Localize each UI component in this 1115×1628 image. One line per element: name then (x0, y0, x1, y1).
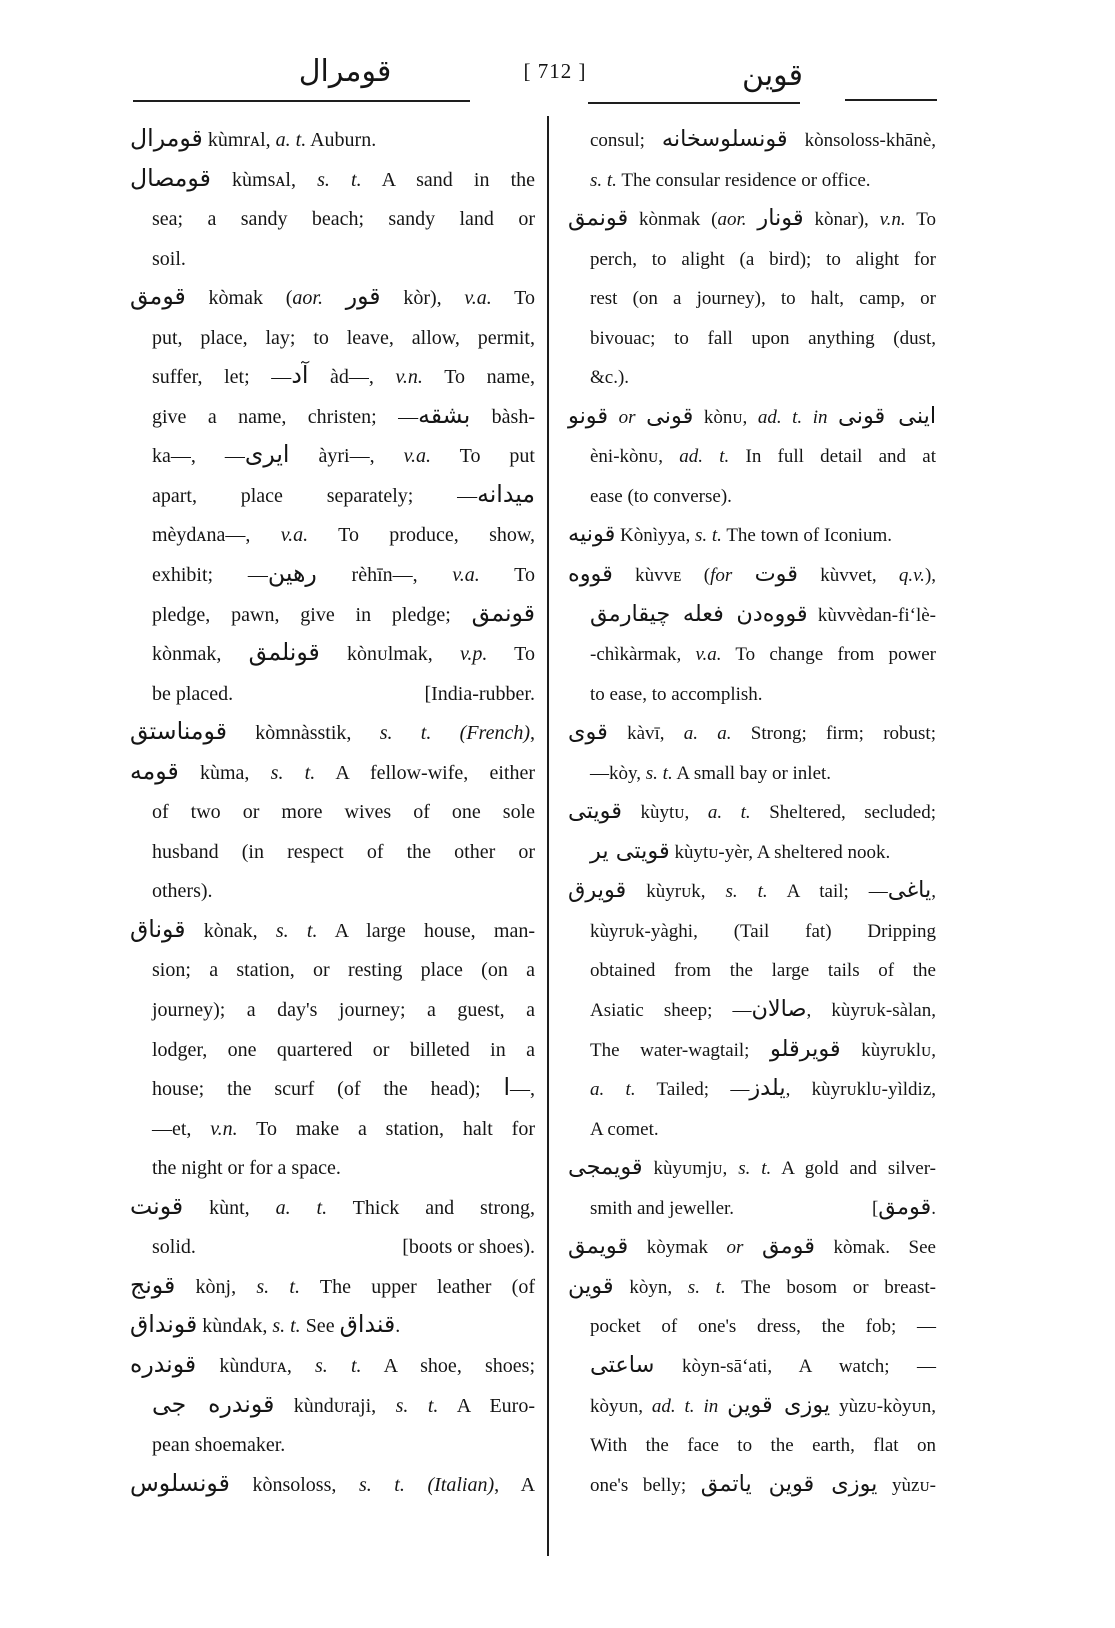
headword-line: قونسلوس kònsoloss, s. t. (Italian), A (130, 1468, 536, 1497)
entry-line: s. t. The consular residence or office. (590, 169, 871, 191)
entry-line: lodger, one quartered or billeted in a (152, 1038, 535, 1061)
grammar-label: v.n. (879, 209, 906, 231)
entry-line: bivouac; to fall upon anything (dust, (590, 327, 936, 349)
arabic-word: ا (503, 1073, 510, 1102)
headword-line: قومرال kùmrᴀl, a. t. Auburn. (130, 124, 377, 152)
grammar-label: a. t. (275, 1196, 328, 1219)
headword-line: قوناق kònak, s. t. A large house, man- (130, 914, 535, 943)
entry-line: put, place, lay; to leave, allow, permit, (152, 326, 535, 349)
grammar-label: for (710, 565, 733, 587)
entry-line: sion; a station, or resting place (on a (152, 959, 535, 982)
dictionary-entry (568, 714, 936, 793)
entry-line: ka—, —ايرى àyri—, v.a. To put (152, 440, 535, 469)
dictionary-entry (130, 1307, 535, 1347)
entry-line: a. t. Tailed; —يلدز, kùyrᴜklᴜ-yìldiz, (590, 1075, 937, 1102)
grammar-label: s. t. (270, 761, 316, 784)
entry-line (568, 1189, 936, 1229)
arabic-word: قووه (568, 561, 613, 588)
continued-entry (568, 121, 936, 200)
headword-line: قونو or قونى kònᴜ, ad. t. in اينى قونى (568, 402, 937, 429)
grammar-label: s. t. (694, 525, 722, 547)
grammar-label: a. a. (683, 723, 732, 745)
entry-line: soil. (152, 247, 186, 270)
grammar-label: or (618, 406, 636, 428)
entry-line: قوندره جى kùndᴜraji, s. t. A Euro- (152, 1389, 535, 1418)
entry-line: kùyrᴜk-yàghi, (Tail fat) Dripping (590, 920, 936, 942)
entry-line: the night or for a space. (152, 1157, 341, 1180)
arabic-word: قومق (761, 1233, 815, 1260)
dictionary-entry (568, 398, 936, 517)
running-head-right: قوين (741, 58, 804, 93)
arabic-word: قوى (568, 719, 608, 746)
entry-line: husband (in respect of the other or (152, 840, 535, 863)
arabic-word: قنداق (339, 1310, 396, 1339)
page-number: [ 712 ] (523, 59, 587, 83)
arabic-word: قوندره (130, 1349, 197, 1378)
grammar-label: (French) (459, 722, 530, 745)
entry-line: pean shoemaker. (152, 1434, 286, 1457)
headword-line: قووه kùvvᴇ (for قوت kùvvet, q.v.), (568, 561, 937, 588)
entry-line: sea; a sandy beach; sandy land or (152, 208, 535, 231)
arabic-word: اينى قونى (838, 402, 937, 429)
arabic-word: ميدانه (477, 479, 535, 508)
headword-line: قونج kònj, s. t. The upper leather (of (130, 1270, 536, 1299)
headword-line: قوين kòyn, s. t. The bosom or breast- (568, 1272, 936, 1299)
grammar-label: s. t. (379, 722, 432, 745)
entry-line: pledge, pawn, give in pledge; قونمق (152, 598, 535, 627)
arabic-word: قونمق (471, 598, 535, 627)
entry-line: A comet. (590, 1118, 659, 1140)
entry-line: The water-wagtail; قويرقلو kùyrᴜklᴜ, (590, 1035, 936, 1062)
arabic-word: رهين (267, 559, 317, 588)
grammar-label: a. t. (590, 1079, 636, 1101)
grammar-label: s. t. (317, 168, 362, 191)
entry-line (130, 1228, 535, 1268)
line-text: be placed. (152, 682, 234, 705)
arabic-word: صالان (751, 996, 807, 1023)
grammar-label: a. t. (707, 802, 751, 824)
grammar-label: s. t. (725, 881, 768, 903)
entry-line: apart, place separately; —ميدانه (152, 479, 535, 508)
headword-line: قونت kùnt, a. t. Thick and strong, (130, 1191, 535, 1220)
headword-line: قومق kòmak (aor. قور kòr), v.a. To (130, 282, 535, 311)
entry-line: -chìkàrmak, v.a. To change from power (590, 644, 937, 666)
dictionary-entry (568, 200, 936, 398)
arabic-word: قونسلوسخانه (661, 126, 788, 152)
arabic-word: قوناق (130, 914, 186, 943)
arabic-word: قونار (757, 205, 804, 232)
arabic-word: ساعتى (590, 1351, 655, 1378)
bracketed-carryover: [boots or shoes). (402, 1236, 535, 1259)
arabic-word: يوزى قوين ياتمق (700, 1470, 878, 1497)
arabic-word: ايرى (244, 440, 290, 469)
grammar-label: v.n. (210, 1117, 238, 1140)
entry-line: obtained from the large tails of the (590, 960, 936, 982)
arabic-word: يوزى قوين (727, 1391, 831, 1418)
arabic-word: قويمجى (568, 1154, 643, 1181)
headword-line: قويرق kùyrᴜk, s. t. A tail; —ياغى, (568, 877, 936, 904)
grammar-label: ad. t. (757, 406, 803, 428)
dictionary-entry (130, 161, 535, 280)
headword-line: قوى kàvī, a. a. Strong; firm; robust; (568, 719, 936, 746)
left-column (130, 121, 535, 1505)
header-rule-right-short (845, 99, 937, 101)
entry-line: give a name, christen; —بشقه bàsh- (152, 400, 535, 429)
right-column (568, 121, 936, 1505)
grammar-label: in (812, 406, 828, 428)
arabic-word: قووه‌دن فعله چيقارمق (590, 600, 808, 627)
arabic-word: قومق (130, 282, 186, 311)
headword-line: قونمق kònmak (aor. قونار kònar), v.n. To (568, 205, 936, 232)
line-text: solid. (152, 1236, 196, 1259)
line-text: smith and jeweller. (590, 1197, 735, 1219)
grammar-label: ad. t. (679, 446, 730, 468)
headword-line: قومناستق kòmnàsstik, s. t. (French), (130, 717, 535, 746)
arabic-word: قونو (568, 402, 609, 429)
grammar-label: or (726, 1237, 744, 1259)
grammar-label: s. t. (315, 1354, 362, 1377)
dictionary-entry (568, 793, 936, 872)
arabic-word: بشقه (418, 400, 471, 429)
entry-line: Asiatic sheep; —صالان, kùyrᴜk-sàlan, (590, 996, 936, 1023)
arabic-word: قومناستق (130, 717, 227, 746)
entry-line: perch, to alight (a bird); to alight for (590, 248, 936, 270)
entry-line: one's belly; يوزى قوين ياتمق yùzᴜ- (590, 1470, 936, 1497)
headword-line: قونيه Kònìyya, s. t. The town of Iconium. (568, 521, 893, 548)
arabic-word: قوين (568, 1272, 614, 1299)
dictionary-entry (130, 714, 535, 754)
grammar-label: v.a. (280, 524, 309, 547)
dictionary-entry (130, 1189, 535, 1268)
arabic-word: قونى (646, 402, 694, 429)
entry-line: kònmak, قونلمق kònᴜlmak, v.p. To (152, 638, 535, 667)
entry-line: to ease, to accomplish. (590, 683, 763, 705)
entry-line: exhibit; —رهين rèhīn—, v.a. To (152, 559, 535, 588)
grammar-label: s. t. (275, 919, 318, 942)
headword-line: قومصال kùmsᴀl, s. t. A sand in the (130, 163, 536, 192)
arabic-word: قونداق (130, 1310, 198, 1339)
grammar-label: (Italian) (427, 1473, 495, 1496)
entry-line: With the face to the earth, flat on (590, 1435, 936, 1457)
entry-line: suffer, let; —آد àd—, v.n. To name, (152, 361, 535, 390)
grammar-label: s. t. (272, 1315, 301, 1338)
dictionary-entry (130, 1347, 535, 1466)
entry-line: èni-kònᴜ, ad. t. In full detail and at (590, 446, 936, 468)
arabic-word: قويمق (568, 1233, 629, 1260)
dictionary-entry (568, 516, 936, 556)
grammar-label: v.p. (459, 643, 488, 666)
grammar-label: v.a. (464, 287, 492, 310)
entry-line: قويتى ير kùytᴜ-yèr, A sheltered nook. (590, 837, 891, 864)
dictionary-entry (568, 872, 936, 1149)
arabic-word: يلدز (749, 1075, 786, 1102)
entry-line: mèydᴀna—, v.a. To produce, show, (152, 524, 535, 547)
grammar-label: ad. t. (651, 1395, 695, 1417)
grammar-label: v.n. (395, 366, 423, 389)
grammar-label: v.a. (452, 564, 480, 587)
arabic-word: قويرقلو (770, 1035, 841, 1062)
dictionary-entry (568, 1228, 936, 1268)
grammar-label: s. t. (738, 1158, 772, 1180)
entry-line: —et, v.n. To make a station, halt for (152, 1117, 535, 1140)
entry-line: —kòy, s. t. A small bay or inlet. (590, 762, 832, 784)
entry-line: قووه‌دن فعله چيقارمق kùvvèdan-fi‘lè- (590, 600, 936, 627)
entry-line: &c.). (590, 367, 630, 389)
entry-line: rest (on a journey), to halt, camp, or (590, 288, 936, 310)
headword-line: قومه kùma, s. t. A fellow-wife, either (130, 756, 536, 785)
dictionary-entry (568, 1268, 936, 1505)
dictionary-entry (130, 754, 535, 912)
entry-line: ساعتى kòyn-sā‘ati, A watch; — (590, 1351, 936, 1378)
dictionary-entry (130, 1268, 535, 1308)
entry-line: kòyᴜn, ad. t. in يوزى قوين yùzᴜ-kòyᴜn, (590, 1391, 936, 1418)
grammar-label: in (703, 1395, 719, 1417)
arabic-word: قويتى ير (590, 837, 670, 864)
entry-line: house; the scurf (of the head); ا—, (152, 1073, 535, 1102)
dictionary-entry (568, 556, 936, 714)
dictionary-entry (130, 279, 535, 714)
grammar-label: aor. (717, 209, 747, 231)
arabic-word: ياغى (887, 877, 932, 904)
headword-line: قويتى kùytᴜ, a. t. Sheltered, secluded; (568, 798, 937, 825)
entry-line: consul; قونسلوسخانه kònsoloss-khānè, (590, 126, 936, 152)
dictionary-entry (130, 1466, 535, 1506)
dictionary-entry (130, 912, 535, 1189)
arabic-word: قومق (878, 1193, 932, 1220)
arabic-word: قونيه (568, 521, 616, 548)
headword-line: قونداق kùndᴀk, s. t. See قنداق. (130, 1310, 401, 1339)
arabic-word: قور (345, 282, 381, 311)
arabic-word: قونلمق (248, 638, 320, 667)
entry-line (130, 675, 535, 715)
headword-line: قويمق kòymak or قومق kòmak. See (568, 1233, 936, 1260)
header-rule-left (133, 100, 470, 102)
arabic-word: قومه (130, 756, 179, 785)
grammar-label: s. t. (256, 1275, 300, 1298)
column-divider (547, 116, 549, 1556)
entry-line: of two or more wives of one sole (152, 801, 535, 824)
arabic-word: قونج (130, 1270, 176, 1299)
running-head-left: قومرال (298, 54, 392, 89)
grammar-label: s. t. (687, 1276, 726, 1298)
entry-line: ease (to converse). (590, 485, 732, 507)
arabic-word: قومرال (130, 124, 203, 152)
grammar-label: aor. (292, 287, 323, 310)
dictionary-entry (130, 121, 535, 161)
bracketed-carryover: [India-rubber. (424, 682, 535, 705)
arabic-word: قونمق (568, 205, 629, 232)
arabic-word: قونت (130, 1191, 184, 1220)
bracketed-carryover: [قومق. (871, 1193, 936, 1220)
arabic-word: قويرق (568, 877, 627, 904)
grammar-label: v.a. (403, 445, 431, 468)
dictionary-entry (568, 1149, 936, 1228)
grammar-label: s. t. (645, 762, 673, 784)
headword-line: قويمجى kùyᴜmjᴜ, s. t. A gold and silver- (568, 1154, 937, 1181)
arabic-word: قومصال (130, 163, 211, 192)
entry-line: others). (152, 880, 213, 903)
entry-line: journey); a day's journey; a guest, a (152, 999, 535, 1022)
arabic-word: قونسلوس (130, 1468, 230, 1497)
arabic-word: قويتى (568, 798, 622, 825)
grammar-label: a. t. (275, 129, 307, 151)
arabic-word: قوت (754, 561, 798, 588)
grammar-label: s. t. (590, 169, 617, 191)
grammar-label: q.v. (898, 565, 925, 587)
entry-line: pocket of one's dress, the fob; — (590, 1316, 936, 1338)
arabic-word: آد (291, 361, 309, 390)
grammar-label: s. t. (395, 1394, 439, 1417)
grammar-label: s. t. (358, 1473, 405, 1496)
headword-line: قوندره kùndᴜrᴀ, s. t. A shoe, shoes; (130, 1349, 535, 1378)
grammar-label: v.a. (695, 644, 722, 666)
header-rule-right (588, 102, 800, 104)
arabic-word: قوندره جى (152, 1389, 275, 1418)
